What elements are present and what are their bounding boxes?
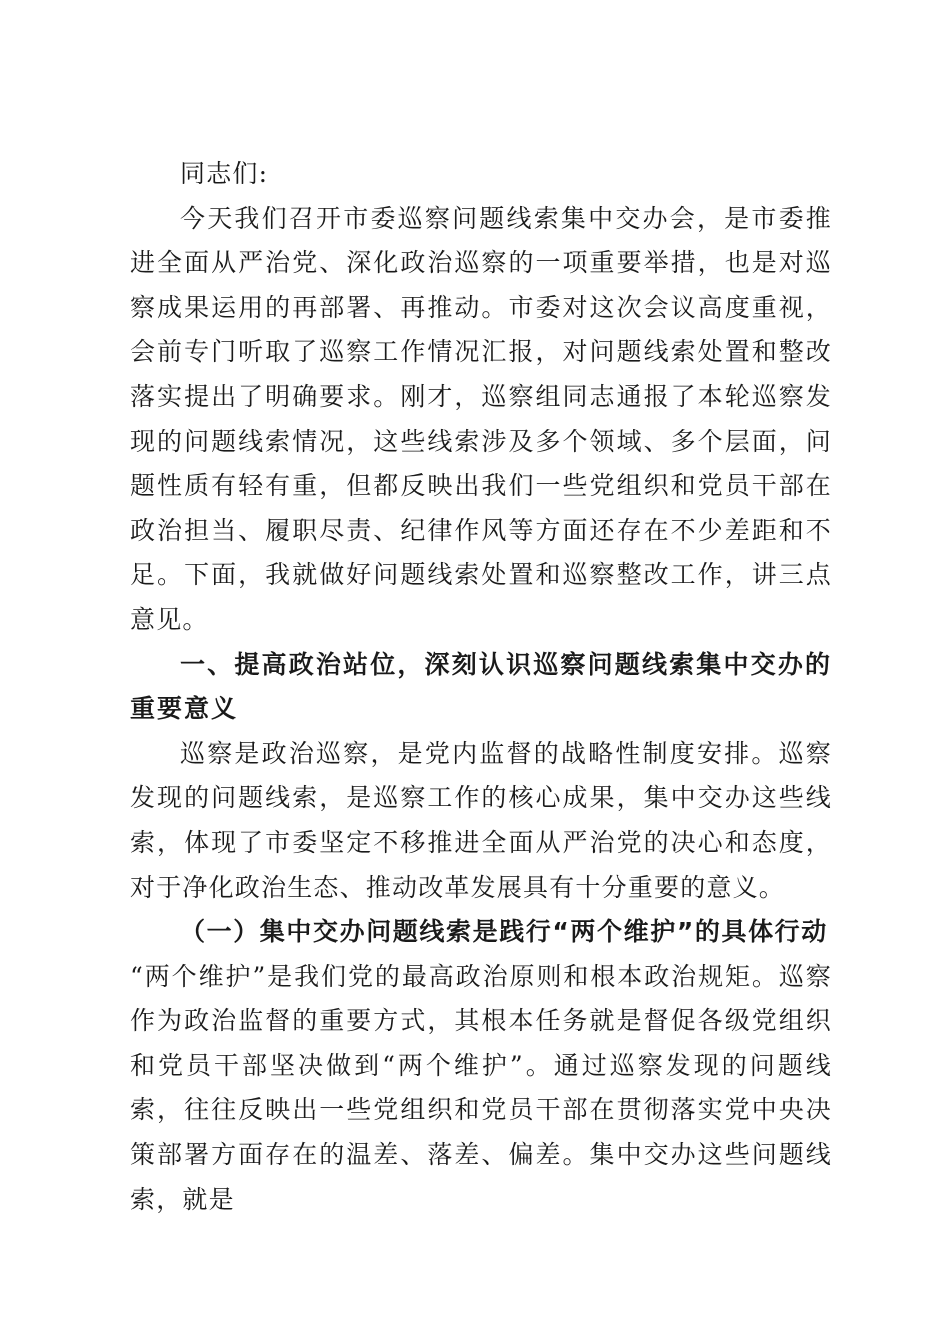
section-1-paragraph: 巡察是政治巡察，是党内监督的战略性制度安排。巡察发现的问题线索，是巡察工作的核心成果，集中交办这些线索，体现了市委坚定不移推进全面从严治党的决心和态度，对于净化政治生态、推动改革发展具有十分重要的意义。 (130, 738, 832, 902)
section-heading-1: 一、提高政治站位，深刻认识巡察问题线索集中交办的重要意义 (130, 649, 832, 724)
subsection-heading-1: （一）集中交办问题线索是践行“两个维护”的具体行动 (180, 917, 828, 947)
salutation: 同志们: (180, 159, 269, 188)
document-body (130, 152, 832, 1222)
subsection-1-paragraph: “两个维护”是我们党的最高政治原则和根本政治规矩。巡察作为政治监督的重要方式，其根本任务就是督促各级党组织和党员干部坚决做到“两个维护”。通过巡察发现的问题线索，往往反映出一些党组织和党员干部在贯彻落实党中央决策部署方面存在的温差、落差、偏差。集中交办这些问题线索，就是 (130, 961, 832, 1214)
opening-paragraph: 今天我们召开市委巡察问题线索集中交办会，是市委推进全面从严治党、深化政治巡察的一项重要举措，也是对巡察成果运用的再部署、再推动。市委对这次会议高度重视，会前专门听取了巡察工作情况汇报，对问题线索处置和整改落实提出了明确要求。刚才，巡察组同志通报了本轮巡察发现的问题线索情况，这些线索涉及多个领域、多个层面，问题性质有轻有重，但都反映出我们一些党组织和党员干部在政治担当、履职尽责、纪律作风等方面还存在不少差距和不足。下面，我就做好问题线索处置和巡察整改工作，讲三点意见。 (130, 203, 832, 634)
